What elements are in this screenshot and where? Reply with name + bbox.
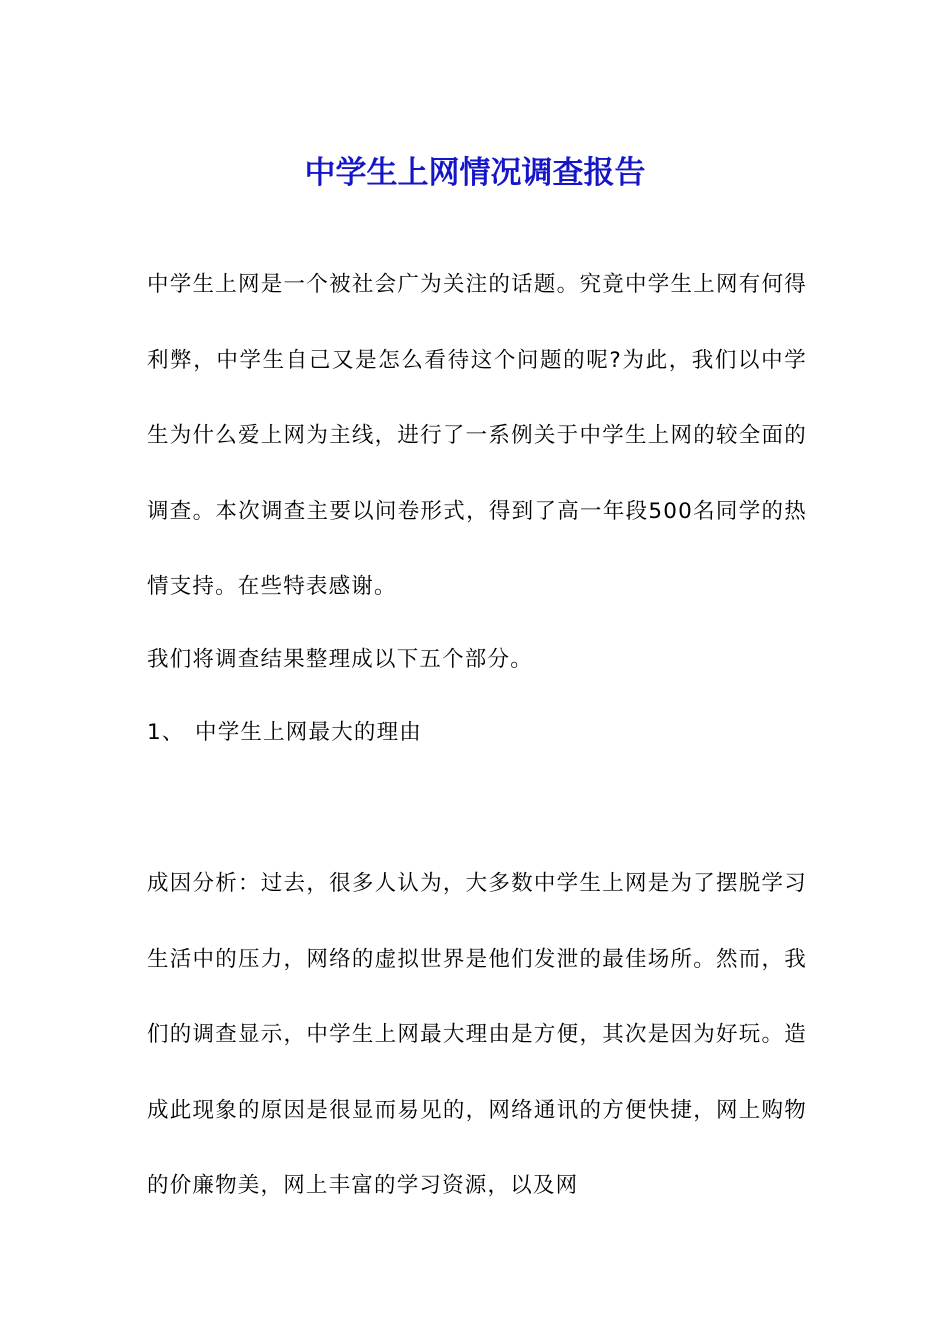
section-1-number: 1、 [147,720,185,745]
section-1-heading [147,695,807,771]
intro-paragraph: 中学生上网是一个被社会广为关注的话题。究竟中学生上网有何得利弊，中学生自己又是怎么看待这个问题的呢?为此，我们以中学生为什么爱上网为主线，进行了一系例关于中学生上网的较全面的调查。本次调查主要以问卷形式，得到了高一年段500名同学的热情支持。在些特表感谢。 [147,272,807,599]
analysis-paragraph: 成因分析：过去，很多人认为，大多数中学生上网是为了摆脱学习生活中的压力，网络的虚拟世界是他们发泄的最佳场所。然而，我们的调查显示，中学生上网最大理由是方便，其次是因为好玩。造成此现象的原因是很显而易见的，网络通讯的方便快捷，网上购物的价廉物美，网上丰富的学习资源，以及网 [147,871,807,1198]
section-1-title: 中学生上网最大的理由 [195,720,423,745]
structure-paragraph: 我们将调查结果整理成以下五个部分。 [147,647,533,672]
document-title: 中学生上网情况调查报告 [304,154,646,191]
